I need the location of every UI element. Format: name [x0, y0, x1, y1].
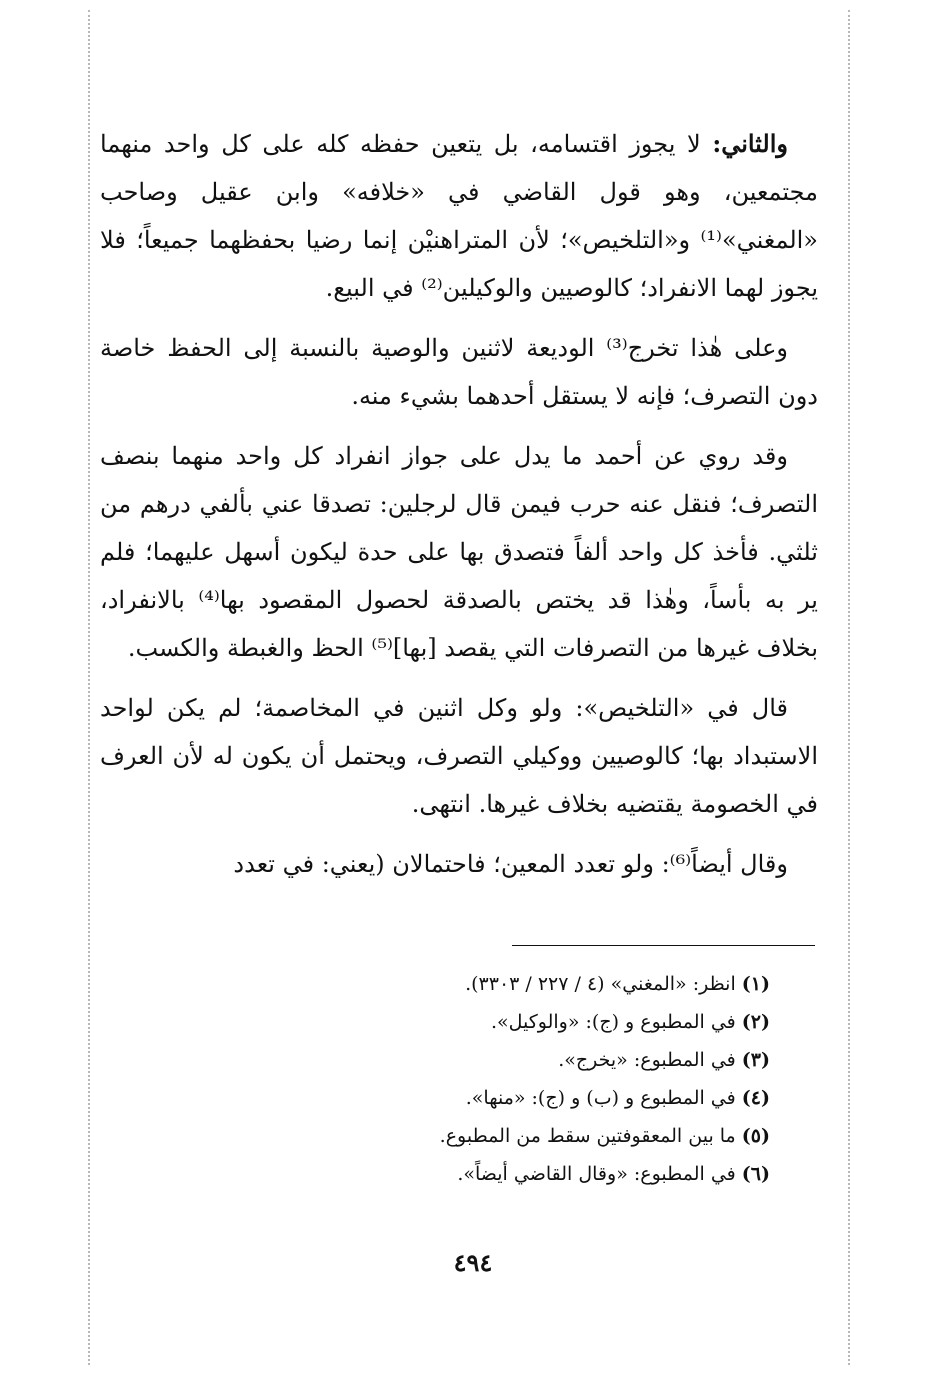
footnote-text: في المطبوع و (ب) و (ج): «منها». — [465, 1087, 742, 1109]
footnote-2 — [300, 1003, 770, 1041]
paragraph-text: لا يجوز اقتسامه، بل يتعين حفظه كله على كل واحد منهما مجتمعين، وهو قول القاضي في «خلافه» وابن عقيل وصاحب «المغني»⁽¹⁾ و«التلخيص»؛ لأن المتراهنيْن إنما رضيا بحفظهما جميعاً؛ فلا يجوز لهما الانفراد؛ كالوصيين والوكيلين⁽²⁾ في البيع. — [100, 130, 818, 302]
footnote-1 — [300, 965, 770, 1003]
scan-margin-dots-right — [848, 10, 850, 1365]
footnote-text: في المطبوع: «يخرج». — [558, 1049, 742, 1071]
page-number: ٤٩٤ — [453, 1248, 493, 1277]
paragraph-3 — [100, 432, 818, 672]
footnote-3 — [300, 1041, 770, 1079]
footnote-text: ما بين المعقوفتين سقط من المطبوع. — [439, 1125, 742, 1147]
footnote-separator — [512, 945, 815, 946]
scan-margin-dots-left — [88, 10, 90, 1365]
paragraph-1 — [100, 120, 818, 312]
footnote-4 — [300, 1079, 770, 1117]
footnote-number: (١) — [741, 973, 770, 995]
footnote-number: (٤) — [741, 1087, 770, 1109]
paragraph-text: وقال أيضاً⁽⁶⁾: ولو تعدد المعين؛ فاحتمالان (يعني: في تعدد — [233, 850, 788, 878]
paragraph-text: وقد روي عن أحمد ما يدل على جواز انفراد كل واحد منهما بنصف التصرف؛ فنقل عنه حرب فيمن قال لرجلين: تصدقا عني بألفي درهم من ثلثي. فأخذ كل واحد ألفاً فتصدق بها على حدة ليكون أسهل عليهما؛ فلم ير به بأساً، وهٰذا قد يختص بالصدقة لحصول المقصود بها⁽⁴⁾ بالانفراد، بخلاف غيرها من التصرفات التي يقصد [بها]⁽⁵⁾ الحظ والغبطة والكسب. — [100, 442, 818, 662]
footnote-number: (٢) — [741, 1011, 770, 1033]
paragraph-4 — [100, 684, 818, 828]
footnote-number: (٦) — [741, 1163, 770, 1185]
paragraph-2 — [100, 324, 818, 420]
footnote-text: في المطبوع و (ج): «والوكيل». — [490, 1011, 742, 1033]
footnote-number: (٣) — [741, 1049, 770, 1071]
footnote-number: (٥) — [741, 1125, 770, 1147]
footnote-text: انظر: «المغني» (٤ / ٢٢٧ / ٣٣٠٣). — [465, 973, 742, 995]
footnote-5 — [300, 1117, 770, 1155]
paragraph-5 — [100, 840, 818, 888]
paragraph-text: قال في «التلخيص»: ولو وكل اثنين في المخاصمة؛ لم يكن لواحد الاستبداد بها؛ كالوصيين ووكيلي التصرف، ويحتمل أن يكون له لأن العرف في الخصومة يقتضيه بخلاف غيرها. انتهى. — [100, 694, 818, 818]
footnotes — [300, 965, 770, 1193]
footnote-6 — [300, 1155, 770, 1193]
main-text — [100, 120, 818, 900]
footnote-text: في المطبوع: «وقال القاضي أيضاً». — [457, 1163, 742, 1185]
paragraph-text: وعلى هٰذا تخرج⁽³⁾ الوديعة لاثنين والوصية بالنسبة إلى الحفظ خاصة دون التصرف؛ فإنه لا يستقل أحدهما بشيء منه. — [100, 334, 818, 410]
paragraph-lead: والثاني: — [712, 129, 788, 158]
